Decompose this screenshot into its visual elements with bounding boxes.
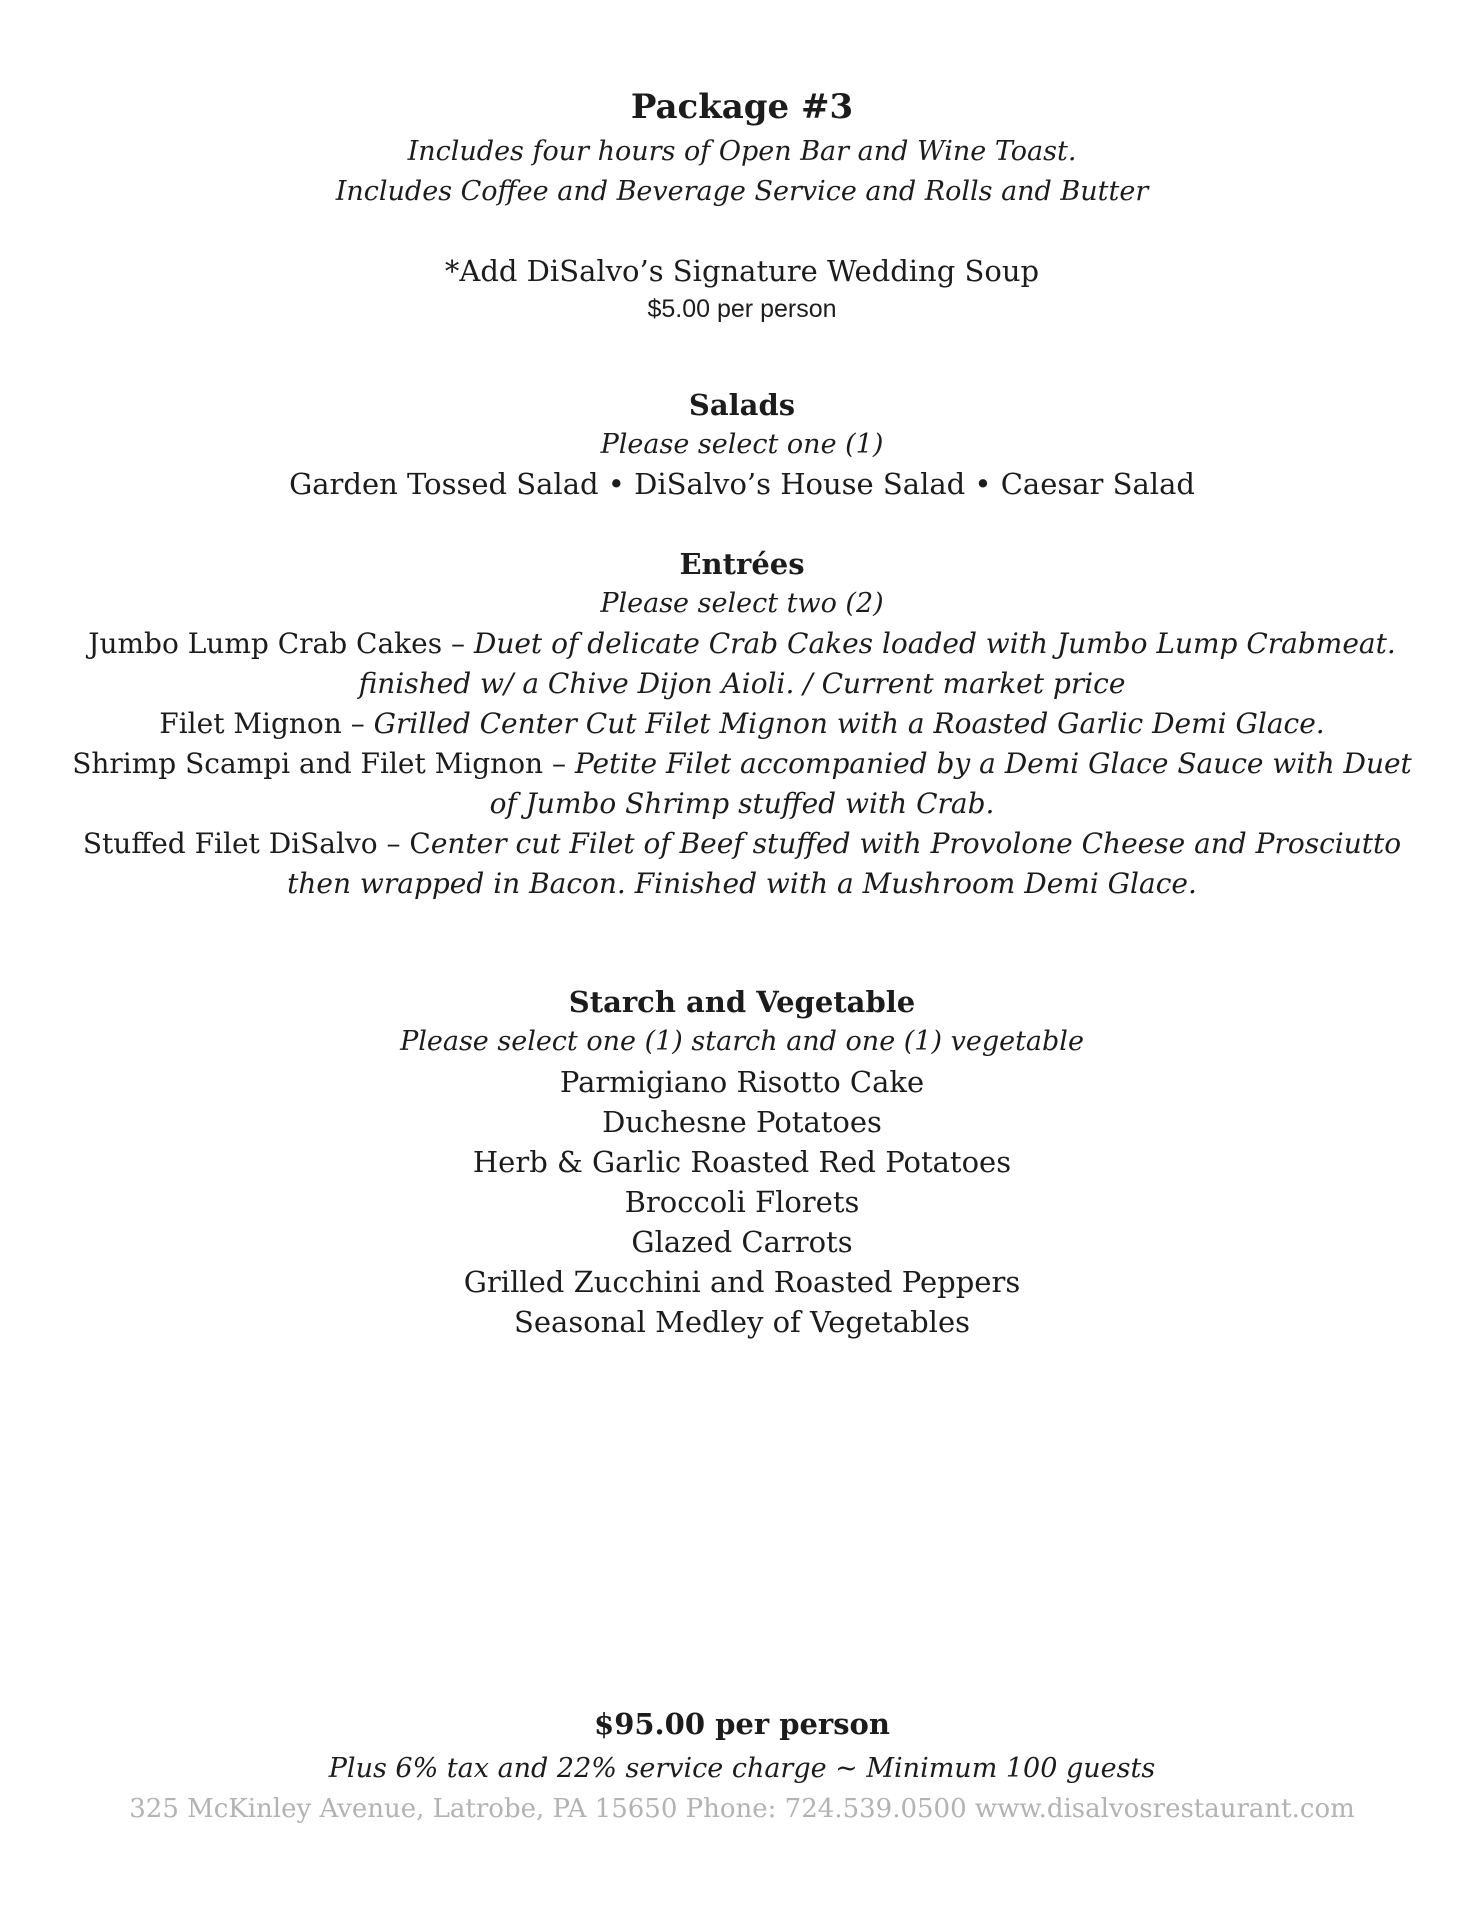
entree-description: enter cut Filet of Beef stuffed with Provolone Cheese and Prosciutto <box>430 827 1402 860</box>
footer-contact: 325 McKinley Avenue, Latrobe, PA 15650 Phone: 724.539.0500 www.disalvosrestaurant.com <box>129 1794 1355 1824</box>
starch-veg-heading: Starch and Vegetable <box>568 985 916 1019</box>
entree-item-stuffed-filet <box>0 827 1484 860</box>
entree-name: Jumbo Lump Crab Cakes – <box>88 627 474 660</box>
entree-description-cont: finished w/ a Chive Dijon Aioli. / Current market price <box>358 667 1126 700</box>
package-price: $95.00 per person <box>594 1707 890 1741</box>
entree-description: Petite Filet accompanied by a Demi Glace Sauce with Duet <box>574 747 1412 780</box>
entree-item-crab-cakes <box>0 627 1484 660</box>
list-item: Parmigiano Risotto Cake <box>559 1065 925 1099</box>
entree-name: Filet Mignon – <box>159 707 374 740</box>
salads-options: Garden Tossed Salad • DiSalvo’s House Salad • Caesar Salad <box>289 467 1195 501</box>
pricing-terms: Plus 6% tax and 22% service charge ~ Minimum 100 guests <box>328 1753 1156 1784</box>
list-item: Glazed Carrots <box>631 1225 853 1259</box>
entree-name: Stuffed Filet DiSalvo – C <box>82 827 431 860</box>
entrees-heading: Entrées <box>679 547 805 581</box>
entree-item-filet-mignon <box>0 707 1484 740</box>
salads-instruction: Please select one (1) <box>600 429 884 460</box>
soup-addon-price: $5.00 per person <box>647 295 837 323</box>
list-item: Grilled Zucchini and Roasted Peppers <box>463 1265 1021 1299</box>
entree-description: Grilled Center Cut Filet Mignon with a Roasted Garlic Demi Glace. <box>373 707 1325 740</box>
entree-description: Duet of delicate Crab Cakes loaded with Jumbo Lump Crabmeat. <box>473 627 1396 660</box>
entree-item-shrimp-scampi <box>0 747 1484 780</box>
list-item: Duchesne Potatoes <box>602 1105 882 1139</box>
package-title: Package #3 <box>630 87 854 127</box>
package-includes-line2: Includes Coffee and Beverage Service and Rolls and Butter <box>335 176 1149 207</box>
salads-heading: Salads <box>688 388 796 422</box>
list-item: Seasonal Medley of Vegetables <box>514 1305 970 1339</box>
list-item: Broccoli Florets <box>624 1185 860 1219</box>
starch-veg-instruction: Please select one (1) starch and one (1) vegetable <box>400 1026 1084 1057</box>
soup-addon-label: *Add DiSalvo’s Signature Wedding Soup <box>444 254 1040 288</box>
list-item: Herb & Garlic Roasted Red Potatoes <box>472 1145 1012 1179</box>
entree-description-cont: of Jumbo Shrimp stuffed with Crab. <box>489 787 995 820</box>
entrees-instruction: Please select two (2) <box>600 588 884 619</box>
package-includes-line1: Includes four hours of Open Bar and Wine Toast. <box>407 136 1077 167</box>
entree-name: Shrimp Scampi and Filet Mignon – <box>72 747 575 780</box>
entree-description-cont: then wrapped in Bacon. Finished with a Mushroom Demi Glace. <box>287 867 1197 900</box>
